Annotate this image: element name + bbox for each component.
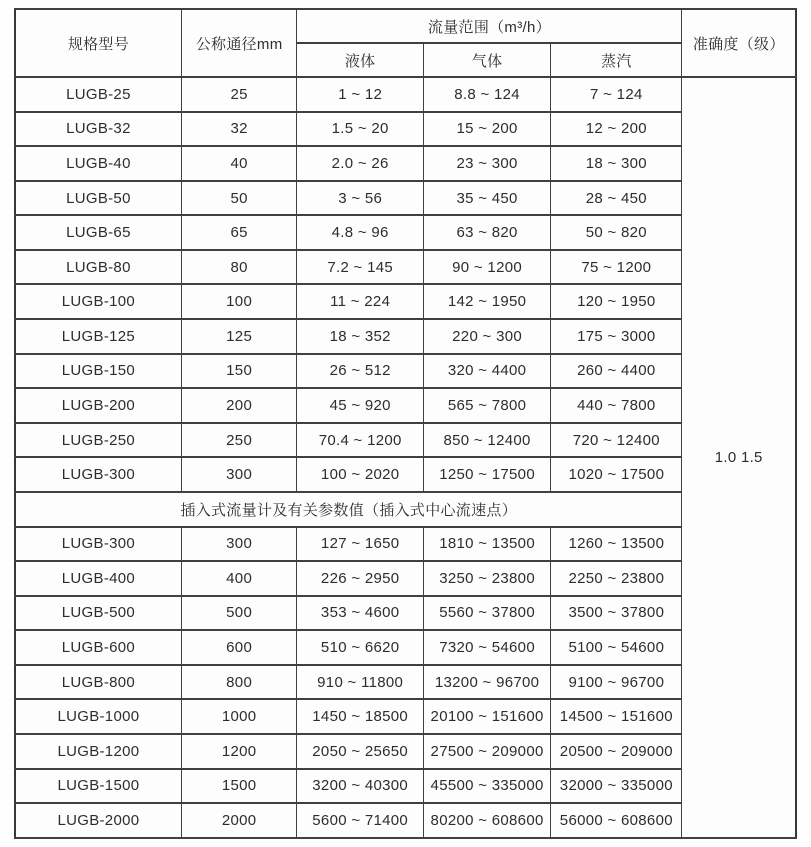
cell-liquid: 4.8 ~ 96 [297,215,424,250]
cell-dn: 80 [181,250,297,285]
cell-liquid: 1 ~ 12 [297,77,424,112]
cell-liquid: 127 ~ 1650 [297,527,424,562]
cell-steam: 2250 ~ 23800 [551,561,682,596]
cell-gas: 1810 ~ 13500 [423,527,550,562]
cell-model: LUGB-100 [15,284,181,319]
cell-gas: 80200 ~ 608600 [423,803,550,838]
cell-steam: 120 ~ 1950 [551,284,682,319]
table-row [15,146,796,181]
cell-liquid: 353 ~ 4600 [297,596,424,631]
cell-model: LUGB-125 [15,319,181,354]
cell-gas: 565 ~ 7800 [423,388,550,423]
cell-liquid: 100 ~ 2020 [297,457,424,492]
cell-steam: 28 ~ 450 [551,181,682,216]
cell-gas: 8.8 ~ 124 [423,77,550,112]
table-row [15,250,796,285]
cell-steam: 20500 ~ 209000 [551,734,682,769]
cell-liquid: 2.0 ~ 26 [297,146,424,181]
cell-gas: 90 ~ 1200 [423,250,550,285]
cell-model: LUGB-32 [15,112,181,147]
table-row [15,665,796,700]
header-flow-range: 流量范围（m³/h） [297,9,682,43]
table-row [15,596,796,631]
cell-liquid: 3 ~ 56 [297,181,424,216]
table-row [15,181,796,216]
table-row [15,561,796,596]
cell-liquid: 510 ~ 6620 [297,630,424,665]
cell-gas: 220 ~ 300 [423,319,550,354]
cell-dn: 300 [181,457,297,492]
cell-dn: 200 [181,388,297,423]
cell-gas: 1250 ~ 17500 [423,457,550,492]
table-row [15,284,796,319]
cell-dn: 500 [181,596,297,631]
cell-model: LUGB-65 [15,215,181,250]
table-row [15,319,796,354]
cell-gas: 7320 ~ 54600 [423,630,550,665]
cell-dn: 800 [181,665,297,700]
cell-dn: 1000 [181,699,297,734]
cell-dn: 400 [181,561,297,596]
cell-gas: 35 ~ 450 [423,181,550,216]
cell-dn: 2000 [181,803,297,838]
cell-gas: 142 ~ 1950 [423,284,550,319]
cell-dn: 125 [181,319,297,354]
cell-dn: 100 [181,284,297,319]
cell-steam: 50 ~ 820 [551,215,682,250]
cell-model: LUGB-1500 [15,769,181,804]
cell-dn: 65 [181,215,297,250]
cell-model: LUGB-300 [15,457,181,492]
cell-dn: 40 [181,146,297,181]
cell-gas: 63 ~ 820 [423,215,550,250]
cell-gas: 27500 ~ 209000 [423,734,550,769]
cell-steam: 7 ~ 124 [551,77,682,112]
table-row [15,630,796,665]
table-row [15,457,796,492]
cell-liquid: 910 ~ 11800 [297,665,424,700]
cell-steam: 1260 ~ 13500 [551,527,682,562]
cell-gas: 13200 ~ 96700 [423,665,550,700]
cell-model: LUGB-40 [15,146,181,181]
cell-gas: 850 ~ 12400 [423,423,550,458]
cell-model: LUGB-1200 [15,734,181,769]
cell-liquid: 2050 ~ 25650 [297,734,424,769]
cell-steam: 260 ~ 4400 [551,354,682,389]
table-row [15,699,796,734]
header-row-1 [15,9,796,43]
table-row [15,769,796,804]
cell-gas: 3250 ~ 23800 [423,561,550,596]
cell-liquid: 45 ~ 920 [297,388,424,423]
cell-dn: 1200 [181,734,297,769]
header-liquid: 液体 [297,43,424,77]
cell-gas: 320 ~ 4400 [423,354,550,389]
cell-model: LUGB-300 [15,527,181,562]
cell-steam: 1020 ~ 17500 [551,457,682,492]
cell-liquid: 11 ~ 224 [297,284,424,319]
cell-model: LUGB-800 [15,665,181,700]
cell-steam: 440 ~ 7800 [551,388,682,423]
table-row [15,734,796,769]
cell-model: LUGB-1000 [15,699,181,734]
cell-steam: 5100 ~ 54600 [551,630,682,665]
cell-steam: 18 ~ 300 [551,146,682,181]
cell-liquid: 18 ~ 352 [297,319,424,354]
cell-model: LUGB-400 [15,561,181,596]
cell-steam: 9100 ~ 96700 [551,665,682,700]
cell-model: LUGB-600 [15,630,181,665]
table-row [15,112,796,147]
cell-dn: 150 [181,354,297,389]
table-row [15,527,796,562]
header-steam: 蒸汽 [551,43,682,77]
table-row [15,423,796,458]
cell-liquid: 226 ~ 2950 [297,561,424,596]
cell-gas: 45500 ~ 335000 [423,769,550,804]
cell-dn: 250 [181,423,297,458]
cell-dn: 600 [181,630,297,665]
cell-model: LUGB-2000 [15,803,181,838]
cell-model: LUGB-250 [15,423,181,458]
cell-liquid: 70.4 ~ 1200 [297,423,424,458]
cell-model: LUGB-500 [15,596,181,631]
table-row [15,215,796,250]
cell-gas: 23 ~ 300 [423,146,550,181]
cell-steam: 75 ~ 1200 [551,250,682,285]
cell-liquid: 3200 ~ 40300 [297,769,424,804]
header-accuracy: 准确度（级） [682,9,796,77]
cell-liquid: 1450 ~ 18500 [297,699,424,734]
cell-model: LUGB-200 [15,388,181,423]
cell-model: LUGB-25 [15,77,181,112]
table-row [15,388,796,423]
cell-model: LUGB-50 [15,181,181,216]
cell-liquid: 5600 ~ 71400 [297,803,424,838]
table-row [15,77,796,112]
table-row [15,354,796,389]
header-diameter: 公称通径mm [181,9,297,77]
cell-dn: 300 [181,527,297,562]
cell-gas: 5560 ~ 37800 [423,596,550,631]
cell-steam: 56000 ~ 608600 [551,803,682,838]
cell-liquid: 1.5 ~ 20 [297,112,424,147]
cell-steam: 175 ~ 3000 [551,319,682,354]
cell-gas: 20100 ~ 151600 [423,699,550,734]
flowmeter-spec-table [14,8,797,839]
cell-steam: 720 ~ 12400 [551,423,682,458]
cell-dn: 50 [181,181,297,216]
cell-steam: 12 ~ 200 [551,112,682,147]
cell-steam: 32000 ~ 335000 [551,769,682,804]
cell-accuracy-grade: 1.0 1.5 [682,77,796,838]
cell-dn: 25 [181,77,297,112]
cell-dn: 1500 [181,769,297,804]
cell-model: LUGB-150 [15,354,181,389]
cell-dn: 32 [181,112,297,147]
header-model: 规格型号 [15,9,181,77]
insertion-type-section-label: 插入式流量计及有关参数值（插入式中心流速点） [15,492,682,527]
header-gas: 气体 [423,43,550,77]
cell-steam: 14500 ~ 151600 [551,699,682,734]
separator-row [15,492,796,527]
cell-model: LUGB-80 [15,250,181,285]
cell-liquid: 26 ~ 512 [297,354,424,389]
table-row [15,803,796,838]
cell-liquid: 7.2 ~ 145 [297,250,424,285]
cell-gas: 15 ~ 200 [423,112,550,147]
cell-steam: 3500 ~ 37800 [551,596,682,631]
